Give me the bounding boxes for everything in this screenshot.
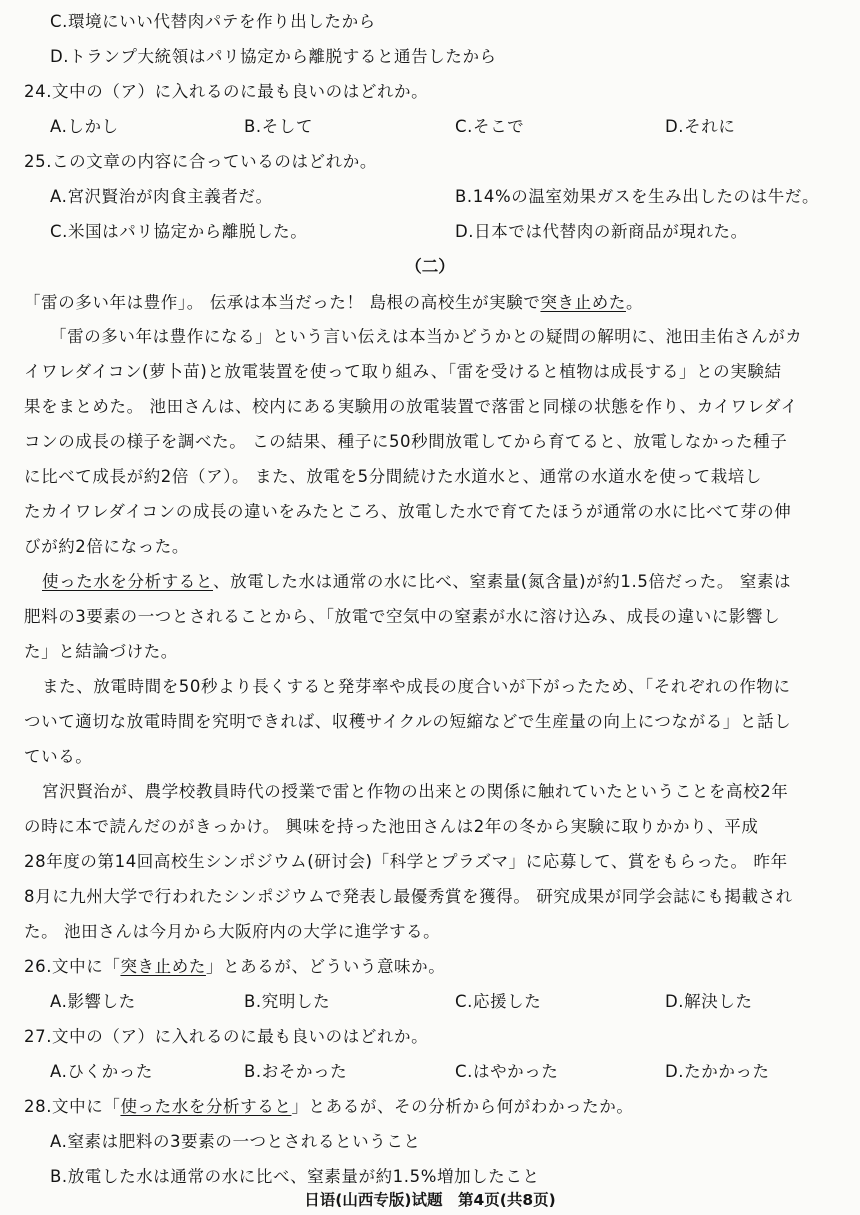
q25-stem: 25.この文章の内容に合っているのはどれか。: [24, 152, 377, 171]
q23-option-c: C.環境にいい代替肉パテを作り出したから: [50, 12, 376, 31]
q23-option-d: D.トランプ大統領はパリ協定から離脱すると通告したから: [50, 47, 497, 66]
passage-line: コンの成長の様子を調べた。 この結果、種子に50秒間放電してから育てると、放電しなかった種子: [24, 432, 788, 451]
q26-stem-end: 」とあるが、どういう意味か。: [205, 957, 446, 976]
q25-option-b: B.14%の温室効果ガスを生み出したのは牛だ。: [455, 187, 820, 206]
q26-option-a: A.影響した: [50, 992, 136, 1011]
passage-line: 果をまとめた。 池田さんは、校内にある実験用の放電装置で落雷と同様の状態を作り、カイワレダイ: [24, 397, 798, 416]
q26-option-d: D.解決した: [665, 992, 753, 1011]
passage-line: 肥料の3要素の一つとされることから、「放電で空気中の窒素が水に溶け込み、成長の違いに影響し: [24, 607, 781, 626]
q26-option-c: C.応援した: [455, 992, 542, 1011]
q28-stem-underlined: 使った水を分析すると: [120, 1097, 292, 1116]
q28-option-b: B.放電した水は通常の水に比べ、窒素量が約1.5%増加したこと: [50, 1167, 540, 1186]
q28-stem-end: 」とあるが、その分析から何がわかったか。: [291, 1097, 634, 1116]
q28-stem-text: 28.文中に「: [24, 1097, 121, 1116]
q27-option-c: C.はやかった: [455, 1062, 559, 1081]
q27-stem: 27.文中の（ア）に入れるのに最も良いのはどれか。: [24, 1027, 429, 1046]
passage-line: びが約2倍になった。: [24, 537, 189, 556]
passage-line: また、放電時間を50秒より長くすると発芽率や成長の度合いが下がったため、「それぞれの作物に: [42, 677, 791, 696]
passage-line: 「雷の多い年は豊作になる」という言い伝えは本当かどうかとの疑問の解明に、池田圭佑さんがカ: [50, 327, 803, 346]
q26-option-b: B.究明した: [244, 992, 331, 1011]
q24-stem: 24.文中の（ア）に入れるのに最も良いのはどれか。: [24, 82, 429, 101]
q24-option-d: D.それに: [665, 117, 736, 136]
passage-line: た。 池田さんは今月から大阪府内の大学に進学する。: [24, 922, 441, 941]
passage-title: [24, 289, 643, 313]
passage-line: ている。: [24, 747, 93, 766]
passage-line: [42, 568, 791, 592]
q26-stem-underlined: 突き止めた: [120, 957, 206, 976]
passage-line: の時に本で読んだのがきっかけ。 興味を持った池田さんは2年の冬から実験に取りかかり、平成: [24, 817, 759, 836]
passage-line: たカイワレダイコンの成長の違いをみたところ、放電した水で育てたほうが通常の水に比べて芽の伸: [24, 502, 792, 521]
q25-option-d: D.日本では代替肉の新商品が現れた。: [455, 222, 748, 241]
passage-line: た」と結論づけた。: [24, 642, 178, 661]
q26-stem: [24, 953, 445, 977]
passage-underlined-phrase: 使った水を分析すると: [42, 572, 213, 591]
passage-line: イワレダイコン(萝卜苗)と放電装置を使って取り組み、「雷を受けると植物は成長する」との実験結: [24, 362, 782, 381]
q25-option-c: C.米国はパリ協定から離脱した。: [50, 222, 308, 241]
q27-option-d: D.たかかった: [665, 1062, 770, 1081]
passage-line: 宮沢賢治が、農学校教員時代の授業で雷と作物の出来との関係に触れていたということを高校2年: [42, 782, 789, 801]
q28-stem: [24, 1093, 633, 1117]
passage-line: 8月に九州大学で行われたシンポジウムで発表し最優秀賞を獲得。 研究成果が同学会誌にも掲載され: [24, 887, 793, 906]
q24-option-a: A.しかし: [50, 117, 119, 136]
passage-line: ついて適切な放電時間を究明できれば、収穫サイクルの短縮などで生産量の向上につながる」と話し: [24, 712, 792, 731]
passage-text: 、放電した水は通常の水に比べ、窒素量(氮含量)が約1.5倍だった。 窒素は: [213, 572, 792, 591]
page-footer: 日语(山西专版)试题 第4页(共8页): [304, 1191, 556, 1209]
passage-title-end: 。: [625, 293, 644, 312]
q28-option-a: A.窒素は肥料の3要素の一つとされるということ: [50, 1132, 421, 1151]
q24-option-c: C.そこで: [455, 117, 525, 136]
section-heading: （二）: [405, 257, 455, 276]
passage-line: 28年度の第14回高校生シンポジウム(研讨会)「科学とプラズマ」に応募して、賞をもらった。 昨年: [24, 852, 788, 871]
passage-line: に比べて成長が約2倍（ア）。 また、放電を5分間続けた水道水と、通常の水道水を使って栽培し: [24, 467, 762, 486]
q26-stem-text: 26.文中に「: [24, 957, 121, 976]
passage-title-underlined: 突き止めた: [540, 293, 626, 312]
q27-option-a: A.ひくかった: [50, 1062, 153, 1081]
passage-title-text: 「雷の多い年は豊作」。 伝承は本当だった！ 島根の高校生が実験で: [24, 293, 541, 312]
q25-option-a: A.宮沢賢治が肉食主義者だ。: [50, 187, 273, 206]
q27-option-b: B.おそかった: [244, 1062, 348, 1081]
q24-option-b: B.そして: [244, 117, 314, 136]
